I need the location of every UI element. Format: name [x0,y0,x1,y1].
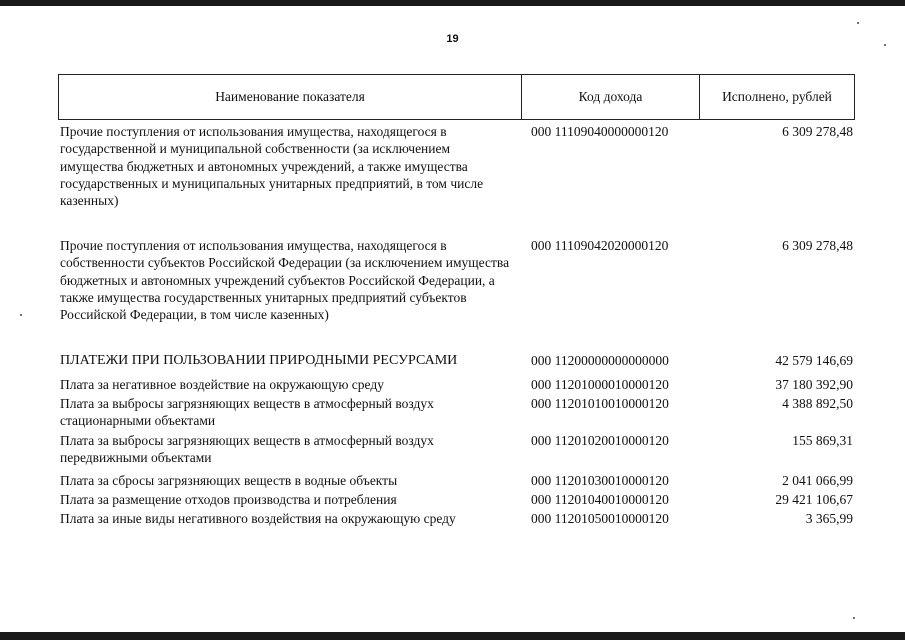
indicator-name: Плата за негативное воздействие на окружающую среду [60,377,384,392]
executed-amount: 6 309 278,48 [782,238,853,253]
executed-amount: 3 365,99 [805,511,853,526]
indicator-name: Плата за иные виды негативного воздействия на окружающую среду [60,511,456,526]
income-code: 000 11201010010000120 [531,396,669,411]
income-code: 000 11200000000000000 [531,353,669,368]
indicator-name: Прочие поступления от использования имущества, находящегося в государственной и муниципальной собственности (за исключением имущества бюджетных и автономных учреждений, а также имущества государственных и муниципальных унитарных предприятий, в том числе казенных) [60,124,484,209]
header-code: Код дохода [522,75,700,119]
income-code: 000 11109040000000120 [531,124,669,139]
executed-amount: 37 180 392,90 [775,377,853,392]
executed-amount: 6 309 278,48 [782,124,853,139]
indicator-name: Плата за выбросы загрязняющих веществ в атмосферный воздух передвижными объектами [60,433,434,466]
header-name: Наименование показателя [59,75,522,119]
bottom-scan-border [0,632,905,640]
indicator-name: Плата за сбросы загрязняющих веществ в водные объекты [60,473,398,488]
income-code: 000 11201050010000120 [531,511,669,526]
executed-amount: 2 041 066,99 [782,473,853,488]
indicator-name: ПЛАТЕЖИ ПРИ ПОЛЬЗОВАНИИ ПРИРОДНЫМИ РЕСУРСАМИ [60,353,458,368]
indicator-name: Плата за размещение отходов производства и потребления [60,492,397,507]
executed-amount: 155 869,31 [792,433,853,448]
executed-amount: 29 421 106,67 [775,492,853,507]
income-code: 000 11109042020000120 [531,238,669,253]
income-code: 000 11201030010000120 [531,473,669,488]
income-code: 000 11201020010000120 [531,433,669,448]
executed-amount: 4 388 892,50 [782,396,853,411]
page-number: 19 [446,33,459,45]
indicator-name: Плата за выбросы загрязняющих веществ в атмосферный воздух стационарными объектами [60,396,434,429]
executed-amount: 42 579 146,69 [775,353,853,368]
header-amount: Исполнено, рублей [722,89,832,104]
income-code: 000 11201040010000120 [531,492,669,507]
income-code: 000 11201000010000120 [531,377,669,392]
indicator-name: Прочие поступления от использования имущества, находящегося в собственности субъектов Российской Федерации (за исключением имущества бюджетных и автономных учреждений субъектов Российской Федерации, а также имущества государственных унитарных предприятий субъектов Российской Федерации, в том числе казенных) [60,238,510,323]
